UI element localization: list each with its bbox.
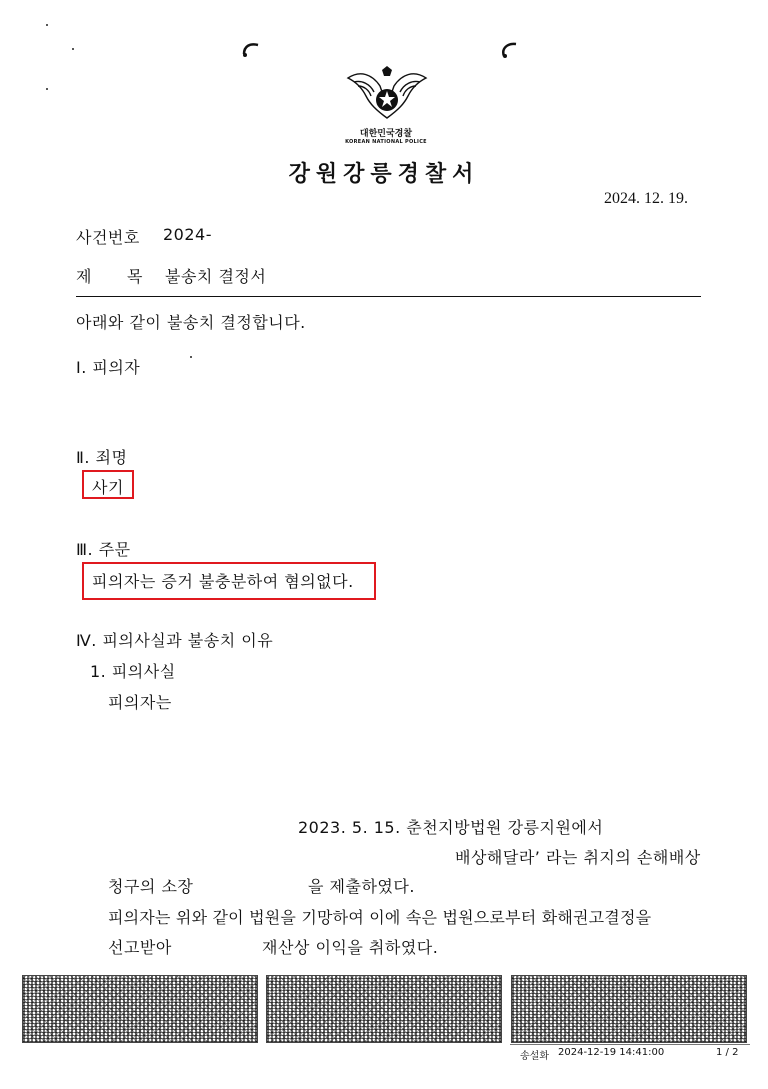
body-line: 선고받아 — [108, 938, 172, 957]
scan-mark — [498, 40, 522, 60]
section-suspect-heading: Ⅰ. 피의자 — [76, 358, 141, 377]
divider — [76, 296, 701, 297]
subject-label: 목 — [127, 267, 143, 286]
footer-sender: 송설화 — [520, 1051, 549, 1062]
body-line: 청구의 소장 — [108, 877, 194, 896]
document-date: 2024. 12. 19. — [604, 190, 688, 207]
body-line: 재산상 이익을 취하였다. — [262, 938, 439, 957]
section-order-heading: Ⅲ. 주문 — [76, 540, 131, 559]
body-line: 을 제출하였다. — [308, 877, 415, 896]
body-line: 2023. 5. 15. 춘천지방법원 강릉지원에서 — [298, 818, 604, 837]
order-value: 피의자는 증거 불충분하여 혐의없다. — [92, 572, 354, 591]
footer-divider — [510, 1044, 750, 1045]
intro-text: 아래와 같이 불송치 결정합니다. — [76, 313, 306, 332]
body-line: 배상해달라’ 라는 취지의 손해배상 — [455, 848, 701, 867]
scan-speck — [46, 24, 48, 26]
facts-subject: 피의자는 — [108, 693, 172, 712]
subject-value: 불송치 결정서 — [165, 267, 267, 286]
footer-timestamp: 2024-12-19 14:41:00 — [558, 1047, 665, 1058]
scan-speck — [72, 48, 74, 50]
document-barcode — [22, 975, 258, 1043]
scan-speck — [46, 88, 48, 90]
crime-value: 사기 — [92, 478, 124, 497]
agency-name-korean: 대한민국경찰 — [359, 129, 413, 139]
document-barcode — [266, 975, 502, 1043]
case-number-value: 2024- — [163, 225, 212, 244]
case-number-label: 사건번호 — [76, 228, 140, 247]
police-emblem-icon — [342, 64, 432, 126]
organization-title: 강원강릉경찰서 — [288, 162, 480, 187]
body-line: 피의자는 위와 같이 법원을 기망하여 이에 속은 법원으로부터 화해권고결정을 — [108, 908, 652, 927]
scan-mark — [240, 40, 262, 58]
section-facts-heading: Ⅳ. 피의사실과 불송치 이유 — [76, 631, 274, 650]
page-indicator: 1 / 2 — [716, 1047, 739, 1058]
document-barcode — [511, 975, 747, 1043]
agency-name-english: KOREAN NATIONAL POLICE — [345, 139, 427, 145]
section-crime-heading: Ⅱ. 죄명 — [76, 448, 128, 467]
facts-subheading: 1. 피의사실 — [90, 662, 176, 681]
scan-speck — [190, 356, 192, 358]
subject-label: 제 — [76, 267, 92, 286]
